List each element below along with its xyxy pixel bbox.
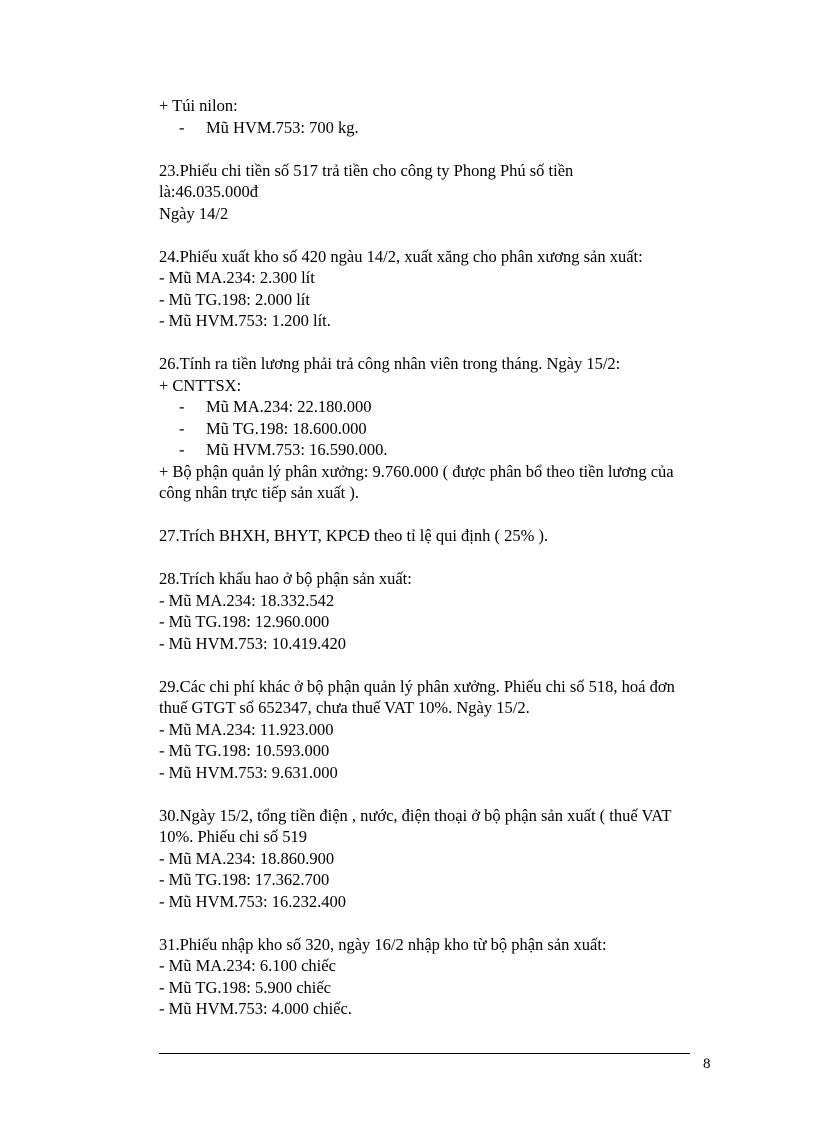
- paragraph: [159, 934, 719, 1020]
- list-item-text: Mũ HVM.753: 700 kg.: [206, 117, 359, 137]
- list-item-text: Mũ HVM.753: 16.590.000.: [206, 440, 388, 459]
- paragraph-gap: [159, 504, 719, 526]
- text-line: 31.Phiếu nhập kho số 320, ngày 16/2 nhập kho từ bộ phận sản xuất:: [159, 934, 607, 954]
- footer-rule: [159, 1053, 690, 1054]
- text-line: là:46.035.000đ: [159, 182, 258, 201]
- text-line: - Mũ HVM.753: 9.631.000: [159, 762, 338, 782]
- text-line: - Mũ HVM.753: 16.232.400: [159, 891, 347, 911]
- document-body: [159, 95, 719, 1020]
- paragraph: [159, 676, 719, 784]
- text-line: - Mũ HVM.753: 4.000 chiếc.: [159, 999, 352, 1018]
- text-line: 10%. Phiếu chi số 519: [159, 827, 308, 846]
- paragraph-gap: [159, 547, 719, 569]
- list-item: [159, 439, 719, 461]
- list-item-text: Mũ TG.198: 18.600.000: [206, 418, 367, 438]
- text-line: 26.Tính ra tiền lương phải trả công nhân viên trong tháng. Ngày 15/2:: [159, 354, 621, 373]
- paragraph-gap: [159, 783, 719, 805]
- list-item: [159, 418, 719, 440]
- paragraph: [159, 568, 719, 654]
- text-line: - Mũ MA.234: 18.332.542: [159, 590, 335, 610]
- text-line: + Túi nilon:: [159, 96, 238, 115]
- page-number: 8: [703, 1056, 711, 1072]
- paragraph: [159, 805, 719, 913]
- text-line: 23.Phiếu chi tiền số 517 trả tiền cho công ty Phong Phú số tiền: [159, 160, 574, 180]
- dash-bullet: -: [179, 440, 185, 459]
- text-line: 28.Trích khấu hao ở bộ phận sản xuất:: [159, 569, 412, 588]
- paragraph-gap: [159, 654, 719, 676]
- text-line: 30.Ngày 15/2, tổng tiền điện , nước, điện thoại ở bộ phận sản xuất ( thuế VAT: [159, 805, 672, 825]
- paragraph-gap: [159, 912, 719, 934]
- text-line: - Mũ TG.198: 2.000 lít: [159, 289, 310, 309]
- paragraph: [159, 353, 719, 461]
- paragraph-gap: [159, 224, 719, 246]
- text-line: - Mũ TG.198: 10.593.000: [159, 741, 330, 760]
- text-line: 27.Trích BHXH, BHYT, KPCĐ theo tỉ lệ qui định ( 25% ).: [159, 526, 549, 545]
- text-line: công nhân trực tiếp sản xuất ).: [159, 483, 360, 502]
- text-line: - Mũ MA.234: 18.860.900: [159, 848, 335, 868]
- text-line: + CNTTSX:: [159, 375, 242, 395]
- paragraph-gap: [159, 332, 719, 354]
- paragraph: [159, 160, 719, 225]
- text-line: - Mũ MA.234: 11.923.000: [159, 719, 334, 739]
- text-line: - Mũ MA.234: 6.100 chiếc: [159, 956, 336, 975]
- paragraph: [159, 461, 719, 504]
- dash-bullet: -: [179, 418, 185, 438]
- paragraph: [159, 95, 719, 117]
- text-line: - Mũ TG.198: 5.900 chiếc: [159, 977, 332, 997]
- list-item: [159, 396, 719, 418]
- dash-bullet: -: [179, 117, 185, 137]
- text-line: thuế GTGT số 652347, chưa thuế VAT 10%. Ngày 15/2.: [159, 698, 530, 717]
- text-line: - Mũ TG.198: 17.362.700: [159, 870, 330, 889]
- text-line: - Mũ TG.198: 12.960.000: [159, 612, 330, 631]
- text-line: + Bộ phận quản lý phân xưởng: 9.760.000 ( được phân bổ theo tiền lương của: [159, 461, 674, 481]
- text-line: - Mũ HVM.753: 1.200 lít.: [159, 311, 331, 330]
- paragraph: [159, 525, 719, 547]
- text-line: Ngày 14/2: [159, 203, 229, 223]
- text-line: 29.Các chi phí khác ở bộ phận quản lý phân xưởng. Phiếu chi số 518, hoá đơn: [159, 676, 675, 696]
- list-item-text: Mũ MA.234: 22.180.000: [206, 397, 372, 416]
- paragraph: [159, 246, 719, 332]
- paragraph-gap: [159, 138, 719, 160]
- list-item: [159, 117, 719, 139]
- text-line: 24.Phiếu xuất kho số 420 ngàu 14/2, xuất xăng cho phân xương sản xuất:: [159, 246, 643, 266]
- dash-bullet: -: [179, 397, 185, 416]
- text-line: - Mũ MA.234: 2.300 lít: [159, 268, 315, 287]
- text-line: - Mũ HVM.753: 10.419.420: [159, 633, 347, 653]
- paragraph: [159, 117, 719, 139]
